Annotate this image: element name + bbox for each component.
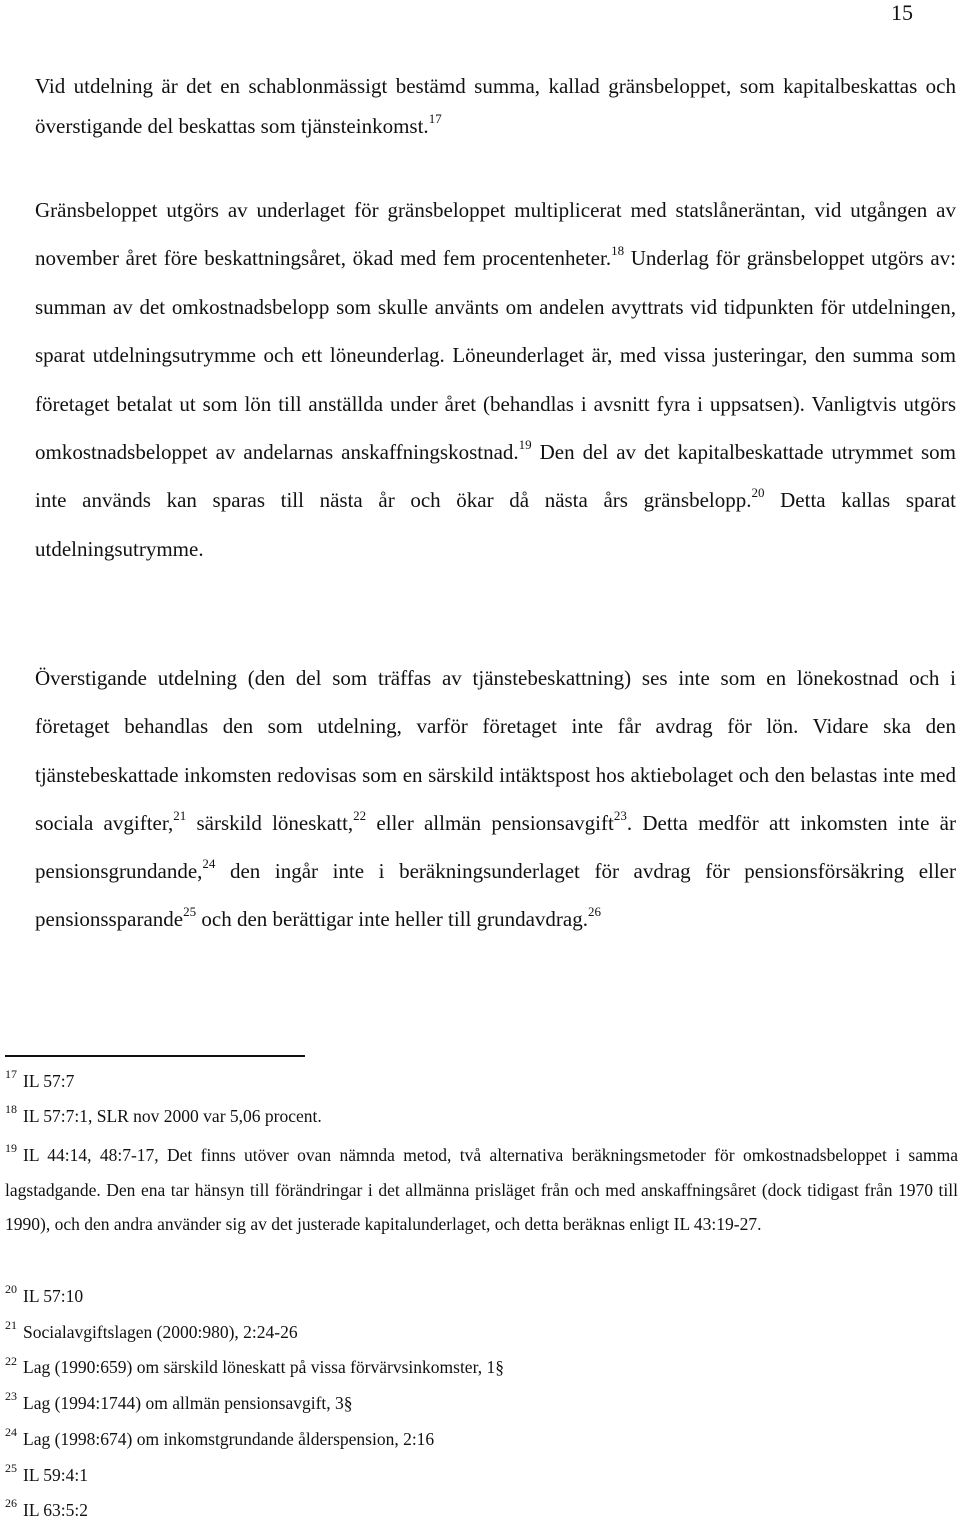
paragraph-text: särskild löneskatt, [186,810,354,835]
footnote-ref[interactable]: 18 [611,243,625,259]
footnote-ref[interactable]: 21 [173,807,187,823]
footnote-text: IL 57:7:1, SLR nov 2000 var 5,06 procent. [23,1106,322,1126]
footnote-text: IL 57:7 [23,1071,75,1091]
footnote-text: IL 57:10 [23,1286,84,1306]
paragraph-text: Vid utdelning är det en schablonmässigt bestämd summa, kallad gränsbeloppet, som kapitalbeskattas och överstigande del beskattas som tjänsteinkomst. [35,74,956,138]
footnote-text: Lag (1994:1744) om allmän pensionsavgift, 3§ [23,1393,353,1414]
footnote-ref[interactable]: 19 [518,437,532,453]
footnote-25 [5,1458,958,1494]
footnote-26 [5,1493,958,1529]
paragraph-text: . Detta medför att inkomsten inte är pensionsgrundande, [35,810,956,884]
footnote-text: IL 59:4:1 [23,1464,88,1485]
footnote-number: 17 [5,1067,17,1082]
footnote-number: 26 [5,1496,17,1511]
paragraph-text: den ingår inte i beräkningsunderlaget för avdrag för pensionsförsäkring eller pensionssparande [35,859,956,932]
paragraph-text: Detta kallas sparat utdelningsutrymme. [35,488,957,561]
footnote-number: 21 [5,1317,17,1332]
footnote-21 [5,1315,958,1351]
paragraph-text: Gränsbeloppet utgörs av underlaget för gränsbeloppet multiplicerat med statslåneräntan, vid utgången av november året före beskattningsåret, ökad med fem procentenheter. [35,198,956,271]
footnote-text: IL 63:5:2 [23,1500,88,1521]
footnote-ref[interactable]: 20 [751,485,765,501]
footnote-number: 20 [5,1282,17,1297]
paragraph-text: eller allmän pensionsavgift [366,810,614,835]
footnote-number: 24 [5,1424,17,1439]
footnote-23 [5,1386,958,1422]
footnote-text: Socialavgiftslagen (2000:980), 2:24-26 [23,1321,298,1342]
footnote-ref[interactable]: 23 [613,807,627,823]
footnote-number: 25 [5,1460,17,1475]
paragraph-text: Underlag för gränsbeloppet utgörs av: summan av det omkostnadsbelopp som skulle använts om andelen avyttrats vid tidpunkten för utdelningen, sparat utdelningsutrymme och ett löneunderlag. Löneunderlaget är, med vissa justeringar, den summa som företaget betalat ut som lön till anställda under året (behandlas i avsnitt fyra i uppsatsen). Vanligtvis utgörs omkostnadsbeloppet av andelarnas anskaffningskostnad. [35,246,956,465]
footnote-17 [5,1064,958,1098]
footnote-ref[interactable]: 25 [183,904,197,920]
footnote-ref[interactable]: 17 [428,111,442,126]
page-number: 15 [891,0,913,25]
footnote-separator [5,1055,305,1057]
footnote-22 [5,1350,958,1386]
footnote-24 [5,1422,958,1458]
paragraph-1 [35,66,956,146]
footnote-ref[interactable]: 22 [353,807,367,823]
footnote-text: Lag (1990:659) om särskild löneskatt på vissa förvärvsinkomster, 1§ [23,1357,504,1378]
footnote-number: 23 [5,1389,17,1404]
paragraph-text: Överstigande utdelning (den del som träffas av tjänstebeskattning) ses inte som en lönekostnad och i företaget behandlas den som utdelning, varför företaget inte får avdrag för lön. Vidare ska den tjänstebeskattade inkomsten redovisas som en särskild intäktspost hos aktiebolaget och den belastas inte med sociala avgifter, [35,666,956,835]
footnote-20 [5,1279,958,1315]
footnote-18 [5,1099,958,1133]
footnote-list [5,1279,958,1529]
footnote-number: 22 [5,1353,17,1368]
paragraph-2 [35,186,956,573]
paragraph-text: och den berättigar inte heller till grundavdrag. [196,907,588,932]
footnote-number: 19 [5,1141,17,1156]
footnote-ref[interactable]: 24 [202,856,216,872]
footnote-text: IL 44:14, 48:7-17, Det finns utöver ovan nämnda metod, två alternativa beräkningsmetoder för omkostnadsbeloppet i samma lagstadgande. Den ena tar hänsyn till förändringar i det allmänna prisläget från och med anskaffningsåret (dock tidigast från 1970 till 1990), och den andra använder sig av det justerade kapitalunderlaget, och detta beräknas enligt IL 43:19-27. [5,1145,958,1234]
footnote-number: 18 [5,1102,17,1117]
paragraph-text: Den del av det kapitalbeskattade utrymmet som inte används kan sparas till nästa år och ökar då nästa års gränsbelopp. [35,440,956,513]
footnote-ref[interactable]: 26 [588,904,601,920]
paragraph-3 [35,654,956,944]
footnote-19 [5,1138,958,1242]
footnote-text: Lag (1998:674) om inkomstgrundande ålderspension, 2:16 [23,1428,435,1449]
